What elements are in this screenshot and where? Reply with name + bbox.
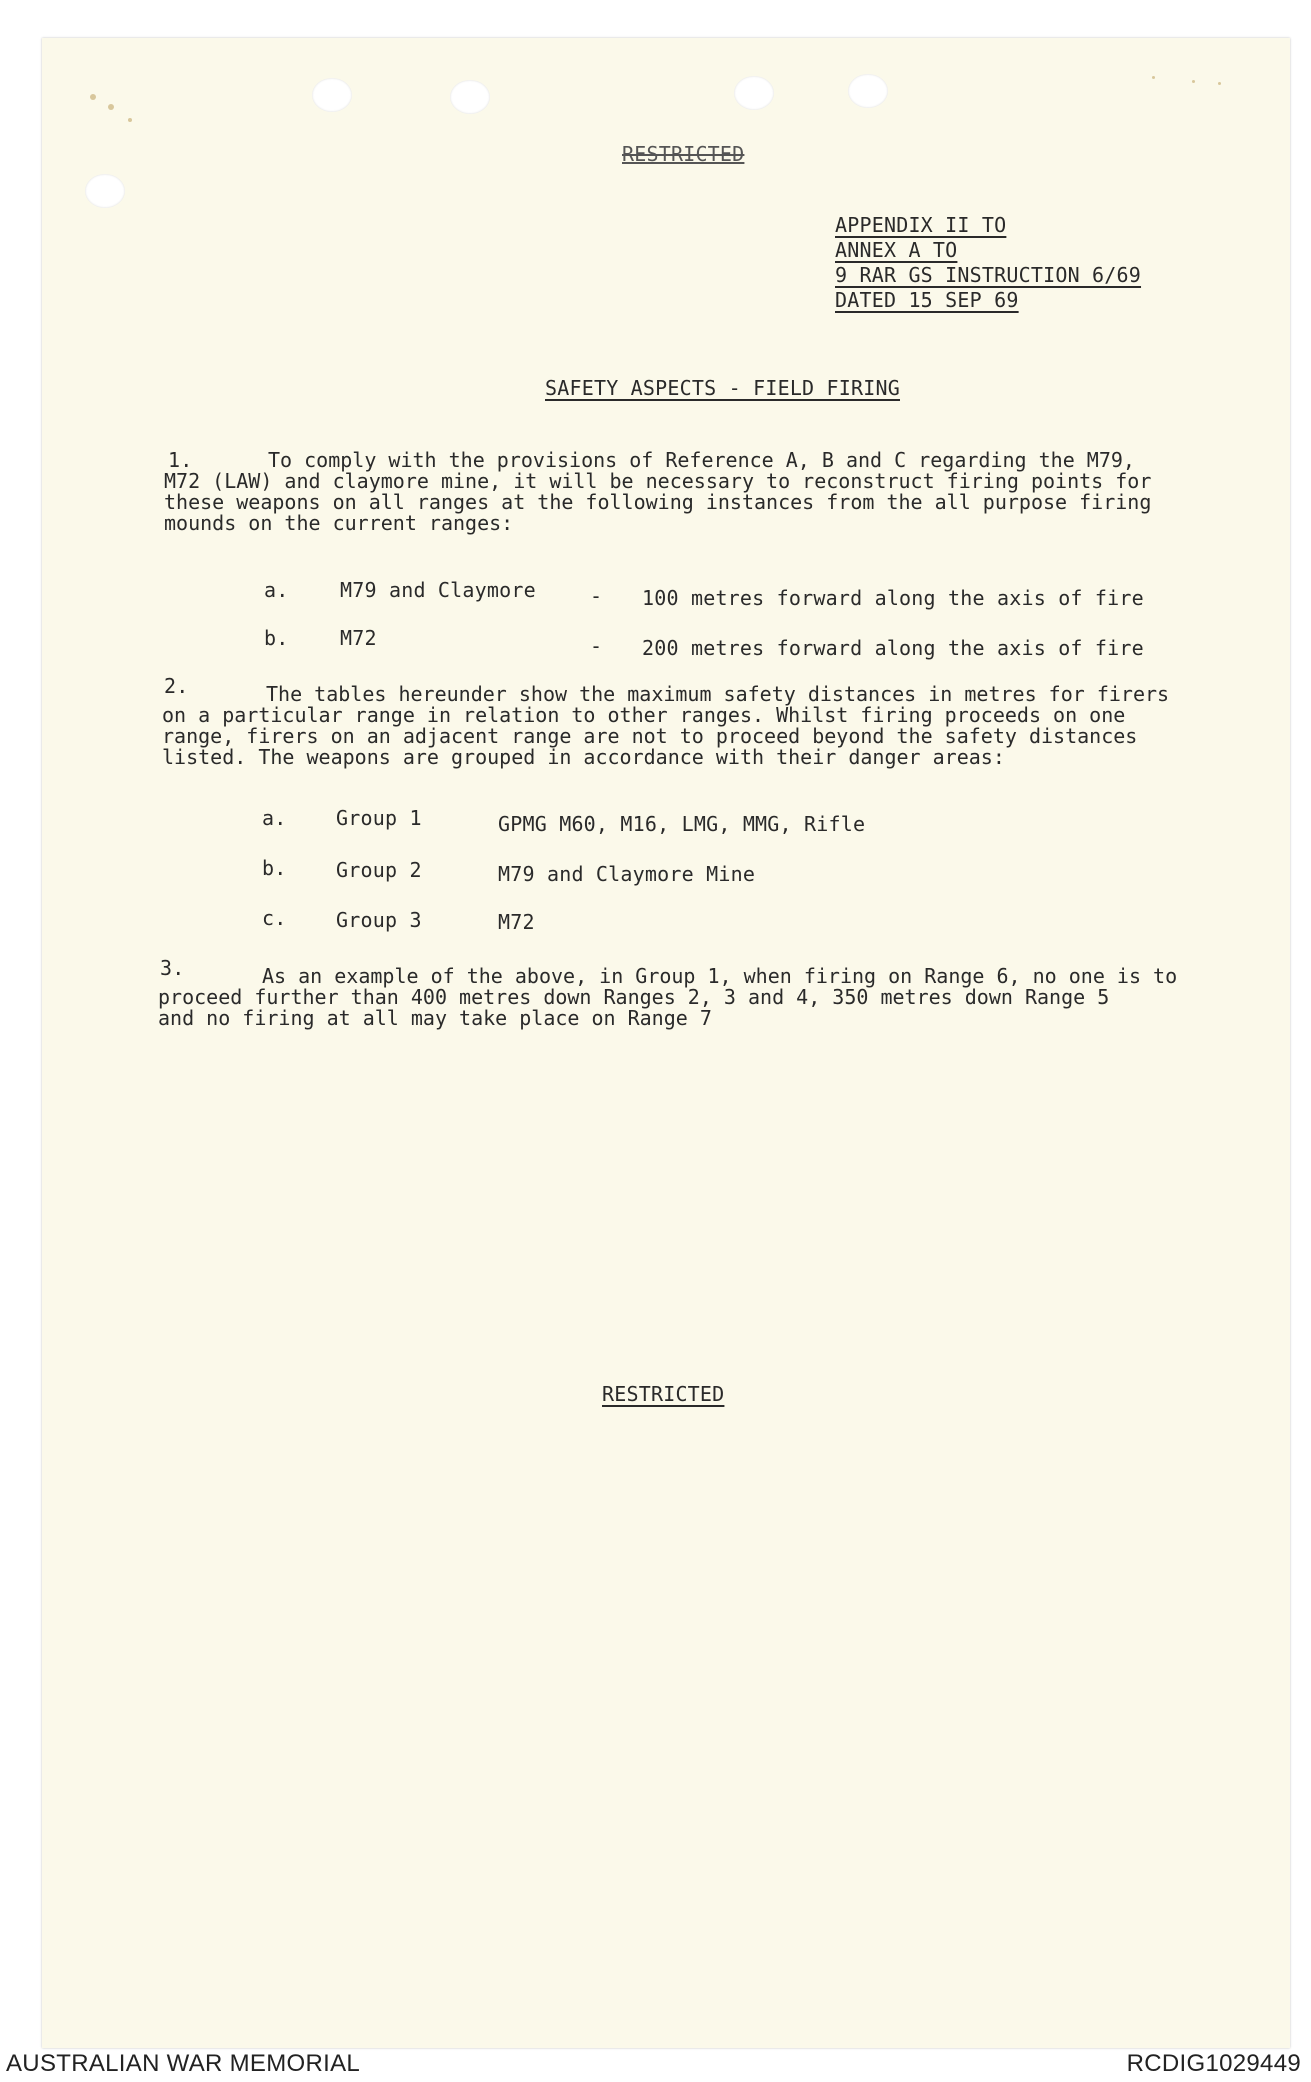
paragraph-number: 3. xyxy=(160,956,185,980)
paragraph-2 xyxy=(162,684,1169,768)
punch-hole xyxy=(312,78,352,112)
document-page xyxy=(42,38,1290,2048)
paragraph-line: The tables hereunder show the maximum safety distances in metres for firers xyxy=(266,682,1170,706)
list-item-weapons: GPMG M60, M16, LMG, MMG, Rifle xyxy=(498,812,866,836)
paragraph-line: To comply with the provisions of Reference A, B and C regarding the M79, xyxy=(268,448,1135,472)
appendix-line: APPENDIX II TO xyxy=(835,213,1007,237)
list-item-weapon: M72 xyxy=(340,626,377,650)
paragraph-line: on a particular range in relation to other ranges. Whilst firing proceeds on one xyxy=(162,703,1126,727)
punch-hole xyxy=(734,76,774,110)
paragraph-3 xyxy=(158,966,1177,1029)
list-item-dash: - xyxy=(590,584,603,608)
paper-speck xyxy=(108,104,114,110)
appendix-line: ANNEX A TO xyxy=(835,238,958,262)
list-item-weapons: M72 xyxy=(498,910,535,934)
document-title: SAFETY ASPECTS - FIELD FIRING xyxy=(545,376,900,400)
paper-speck xyxy=(1218,82,1221,85)
list-item-letter: c. xyxy=(262,906,287,930)
list-item-letter: b. xyxy=(262,856,287,880)
list-item-group: Group 2 xyxy=(336,858,422,882)
paper-speck xyxy=(90,94,96,100)
appendix-line: 9 RAR GS INSTRUCTION 6/69 xyxy=(835,263,1142,287)
list-item-dash: - xyxy=(590,634,603,658)
paper-speck xyxy=(128,118,132,122)
list-item-group: Group 3 xyxy=(336,908,422,932)
paragraph-line: As an example of the above, in Group 1, when firing on Range 6, no one is to xyxy=(262,964,1178,988)
punch-hole xyxy=(848,74,888,108)
paragraph-line: range, firers on an adjacent range are not to proceed beyond the safety distances xyxy=(162,724,1138,748)
appendix-line: DATED 15 SEP 69 xyxy=(835,288,1019,312)
restricted-marking-top: RESTRICTED xyxy=(622,142,745,166)
paragraph-line: proceed further than 400 metres down Ranges 2, 3 and 4, 350 metres down Range 5 xyxy=(158,985,1110,1009)
paragraph-line: mounds on the current ranges: xyxy=(164,511,514,535)
restricted-marking-bottom: RESTRICTED xyxy=(602,1382,725,1406)
paragraph-line: listed. The weapons are grouped in accordance with their danger areas: xyxy=(162,745,1005,769)
paragraph-line: these weapons on all ranges at the following instances from the all purpose firing xyxy=(164,490,1152,514)
list-item-letter: a. xyxy=(264,578,289,602)
punch-hole xyxy=(85,174,125,208)
archive-reference: RCDIG1029449 xyxy=(1126,2050,1301,2077)
list-item-group: Group 1 xyxy=(336,806,422,830)
paragraph-line: M72 (LAW) and claymore mine, it will be necessary to reconstruct firing points for xyxy=(164,469,1152,493)
archive-credit: AUSTRALIAN WAR MEMORIAL xyxy=(6,2050,361,2077)
paragraph-number: 2. xyxy=(164,674,189,698)
paper-speck xyxy=(1192,80,1195,83)
list-item-weapon: M79 and Claymore xyxy=(340,578,536,602)
list-item-letter: a. xyxy=(262,806,287,830)
list-item-letter: b. xyxy=(264,626,289,650)
paragraph-1 xyxy=(164,450,1151,534)
paragraph-number: 1. xyxy=(168,448,193,472)
list-item-text: 200 metres forward along the axis of fire xyxy=(642,636,1144,660)
list-item-weapons: M79 and Claymore Mine xyxy=(498,862,756,886)
list-item-text: 100 metres forward along the axis of fire xyxy=(642,586,1144,610)
appendix-reference xyxy=(835,213,1141,313)
paragraph-line: and no firing at all may take place on Range 7 xyxy=(158,1006,712,1030)
punch-hole xyxy=(450,80,490,114)
paper-speck xyxy=(1152,76,1155,79)
